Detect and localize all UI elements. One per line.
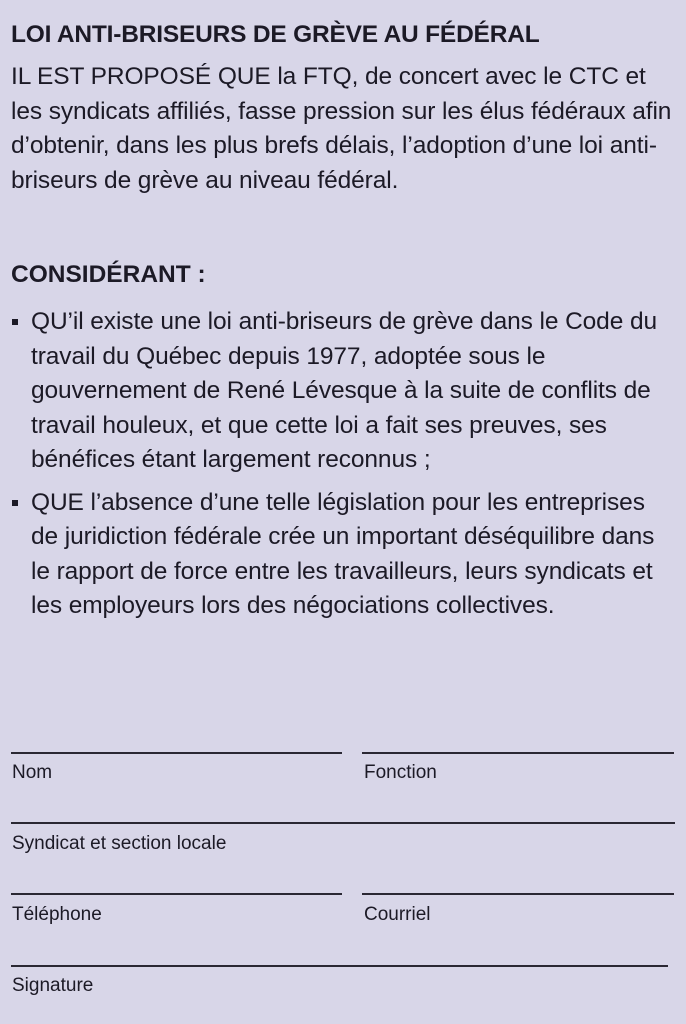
considerant-text: QUE l’absence d’une telle législation pour les entreprises de juridiction fédérale crée un important déséquilibre dans le rapport de force entre les travailleurs, leurs syndicats et les employeurs lors des négociations collectives.: [31, 488, 655, 619]
petition-title: LOI ANTI-BRISEURS DE GRÈVE AU FÉDÉRAL: [11, 21, 540, 48]
square-bullet-icon: [12, 319, 18, 325]
signature-label: Signature: [12, 975, 94, 996]
fonction-label: Fonction: [364, 762, 437, 783]
syndicat-label: Syndicat et section locale: [12, 833, 227, 854]
considerant-item: [11, 305, 676, 478]
telephone-field[interactable]: [11, 893, 342, 895]
signature-field[interactable]: [11, 965, 668, 967]
nom-field[interactable]: [11, 752, 342, 754]
nom-label: Nom: [12, 762, 53, 783]
fonction-field[interactable]: [362, 752, 674, 754]
considerant-list: [11, 305, 676, 632]
syndicat-field[interactable]: [11, 822, 675, 824]
telephone-label: Téléphone: [12, 904, 102, 925]
proposal-text: IL EST PROPOSÉ QUE la FTQ, de concert avec le CTC et les syndicats affiliés, fasse pression sur les élus fédéraux afin d’obtenir, dans les plus brefs délais, l’adoption d’une loi anti-briseurs de grève au niveau fédéral.: [11, 63, 672, 194]
considerant-heading: CONSIDÉRANT :: [11, 261, 206, 288]
considerant-item: [11, 486, 676, 624]
considerant-text: QU’il existe une loi anti-briseurs de grève dans le Code du travail du Québec depuis 1977, adoptée sous le gouvernement de René Lévesque à la suite de conflits de travail houleux, et que cette loi a fait ses preuves, ses bénéfices étant largement reconnus ;: [31, 308, 657, 473]
courriel-field[interactable]: [362, 893, 674, 895]
square-bullet-icon: [12, 500, 18, 506]
courriel-label: Courriel: [364, 904, 431, 925]
